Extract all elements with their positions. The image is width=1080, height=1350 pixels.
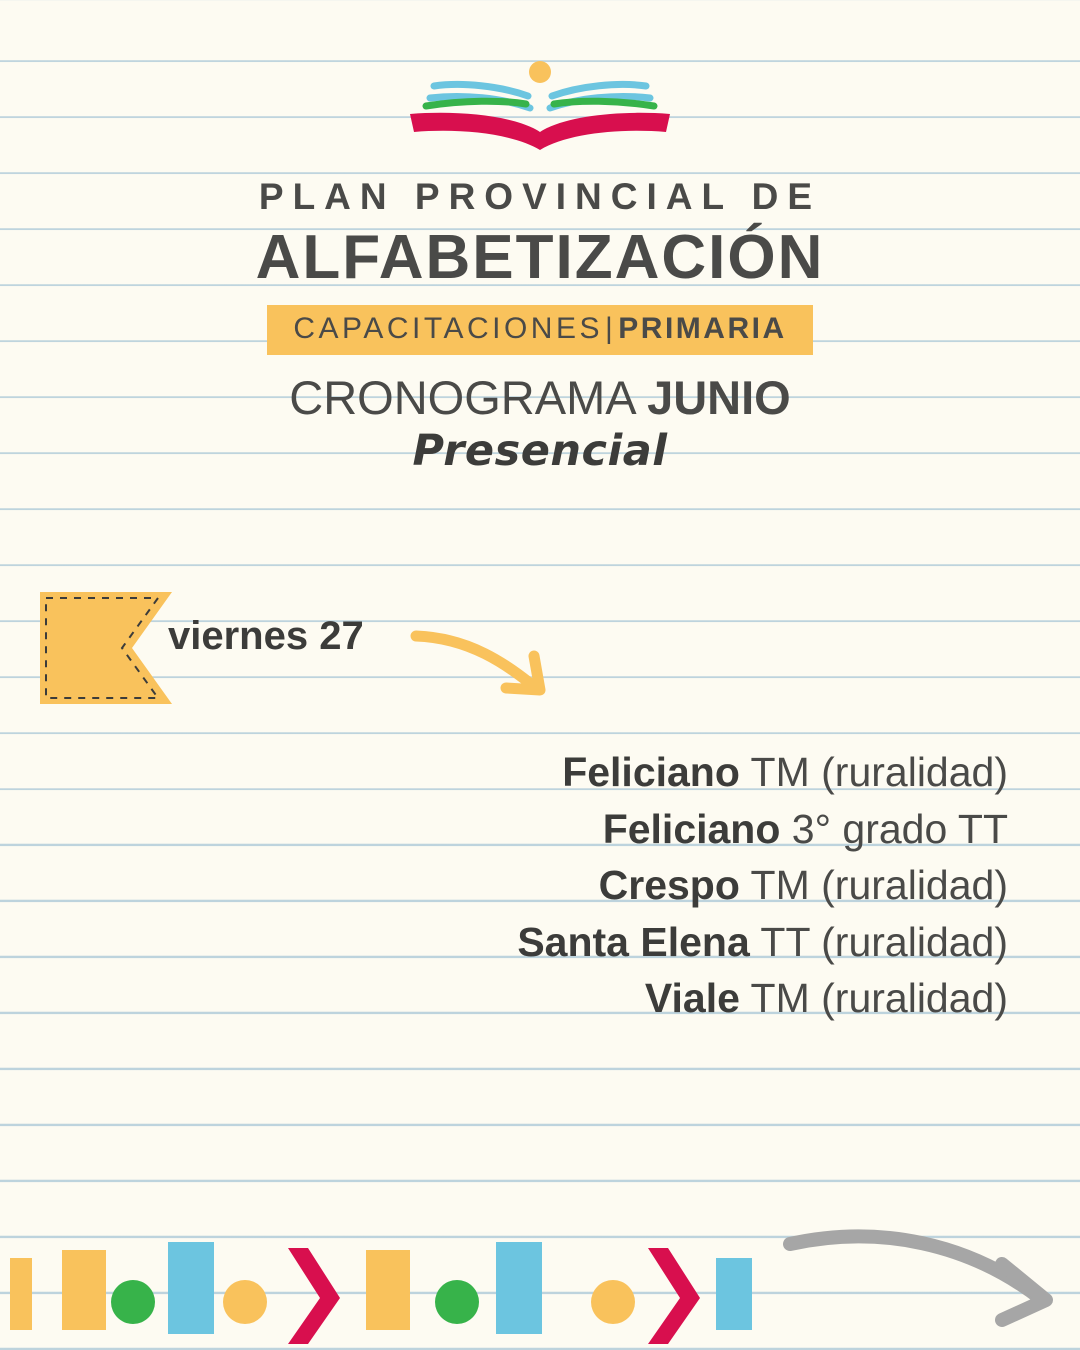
entry-detail: TM (ruralidad) xyxy=(739,975,1008,1022)
list-item xyxy=(0,801,1008,858)
curved-arrow-icon xyxy=(410,626,580,716)
day-label: viernes 27 xyxy=(168,614,364,658)
page-title-month: JUNIO xyxy=(647,371,791,424)
badge-left-text: CAPACITACIONES xyxy=(293,312,603,345)
schedule-list xyxy=(0,744,1008,1027)
modality-label: Presencial xyxy=(412,426,668,477)
brand-badge xyxy=(267,305,812,355)
badge-separator: | xyxy=(604,312,617,345)
entry-place: Santa Elena xyxy=(517,918,750,965)
header xyxy=(0,56,1080,476)
entry-detail: 3° grado TT xyxy=(780,805,1008,852)
decorative-strip xyxy=(0,1220,1080,1350)
entry-detail: TM (ruralidad) xyxy=(739,749,1008,795)
list-item xyxy=(0,744,1008,801)
ribbon-banner-icon xyxy=(40,588,180,708)
brand-line-1: PLAN PROVINCIAL DE xyxy=(258,176,822,217)
badge-right-text: PRIMARIA xyxy=(618,312,787,345)
entry-detail: TM (ruralidad) xyxy=(739,862,1008,909)
open-book-icon xyxy=(390,56,690,156)
long-curved-arrow-icon xyxy=(790,1236,1046,1320)
list-item xyxy=(0,914,1008,971)
brand-line-2: ALFABETIZACIÓN xyxy=(255,223,825,292)
page-title-normal: CRONOGRAMA xyxy=(289,371,648,424)
entry-place: Viale xyxy=(644,975,740,1022)
entry-place: Feliciano xyxy=(562,749,740,795)
list-item xyxy=(0,857,1008,914)
page-title xyxy=(0,373,1080,422)
entry-place: Crespo xyxy=(598,862,740,909)
entry-detail: TT (ruralidad) xyxy=(749,918,1008,965)
day-banner xyxy=(40,588,680,708)
list-item xyxy=(0,970,1008,1027)
entry-place: Feliciano xyxy=(602,805,781,852)
